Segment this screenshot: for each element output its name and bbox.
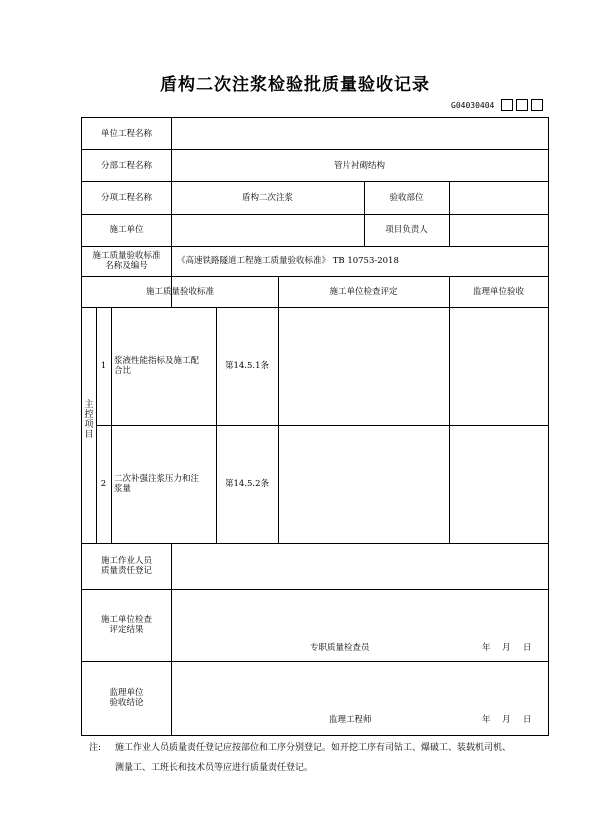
page-title: 盾构二次注浆检验批质量验收记录 <box>160 75 430 95</box>
check-result-label-1: 施工单位检查 <box>100 615 152 625</box>
item-1-number: 1 <box>100 361 107 371</box>
division-project-value: 管片衬砌结构 <box>333 161 385 171</box>
supervision-label-1: 监理单位 <box>109 688 144 698</box>
item-2-text-1: 二次补强注浆压力和注 <box>114 474 200 484</box>
item-1-text-2: 合比 <box>114 366 132 376</box>
unit-project-label: 单位工程名称 <box>100 129 152 139</box>
check-month: 月 <box>502 643 511 653</box>
project-leader-label: 项目负责人 <box>385 225 428 235</box>
code-box-1[interactable] <box>501 99 513 111</box>
col-header-construction-check: 施工单位检查评定 <box>329 287 398 297</box>
item-1-text-1: 浆液性能指标及施工配 <box>114 356 200 366</box>
supervision-day: 日 <box>523 715 532 725</box>
worker-label-1: 施工作业人员 <box>100 556 152 566</box>
item-2-clause: 第14.5.2条 <box>224 479 270 489</box>
engineer-label: 监理工程师 <box>329 715 372 725</box>
main-control-label: 主控项目 <box>84 400 94 440</box>
note-line-1: 施工作业人员质量责任登记应按部位和工序分别登记。如开挖工序有司钻工、爆破工、装载机司机、 <box>115 743 512 753</box>
item-2-number: 2 <box>100 479 107 489</box>
inspection-part-label: 验收部位 <box>389 193 424 203</box>
construction-unit-label: 施工单位 <box>109 225 144 235</box>
form-code: G04030404 <box>451 101 495 110</box>
check-year: 年 <box>482 643 491 653</box>
sub-project-label: 分项工程名称 <box>100 193 152 203</box>
standard-label-2: 名称及编号 <box>105 261 148 271</box>
col-header-supervision: 监理单位验收 <box>472 287 524 297</box>
division-project-label: 分部工程名称 <box>100 161 152 171</box>
note-prefix: 注: <box>89 743 102 753</box>
check-day: 日 <box>523 643 532 653</box>
code-box-2[interactable] <box>516 99 528 111</box>
code-box-3[interactable] <box>531 99 543 111</box>
supervision-label-2: 验收结论 <box>109 698 144 708</box>
col-header-standard: 施工质量验收标准 <box>145 287 214 297</box>
worker-label-2: 质量责任登记 <box>100 566 152 576</box>
supervision-month: 月 <box>502 715 511 725</box>
inspector-label: 专职质量检查员 <box>310 643 370 653</box>
inspection-form-table <box>81 117 549 736</box>
item-1-clause: 第14.5.1条 <box>224 361 270 371</box>
supervision-year: 年 <box>482 715 491 725</box>
check-result-label-2: 评定结果 <box>109 625 144 635</box>
standard-label-1: 施工质量验收标准 <box>92 251 161 261</box>
sub-project-value: 盾构二次注浆 <box>241 193 293 203</box>
standard-value: 《高速铁路隧道工程施工质量验收标准》 TB 10753-2018 <box>177 256 399 266</box>
item-2-text-2: 浆量 <box>114 484 132 494</box>
note-line-2: 测量工、工班长和技术员等应进行质量责任登记。 <box>115 763 314 773</box>
